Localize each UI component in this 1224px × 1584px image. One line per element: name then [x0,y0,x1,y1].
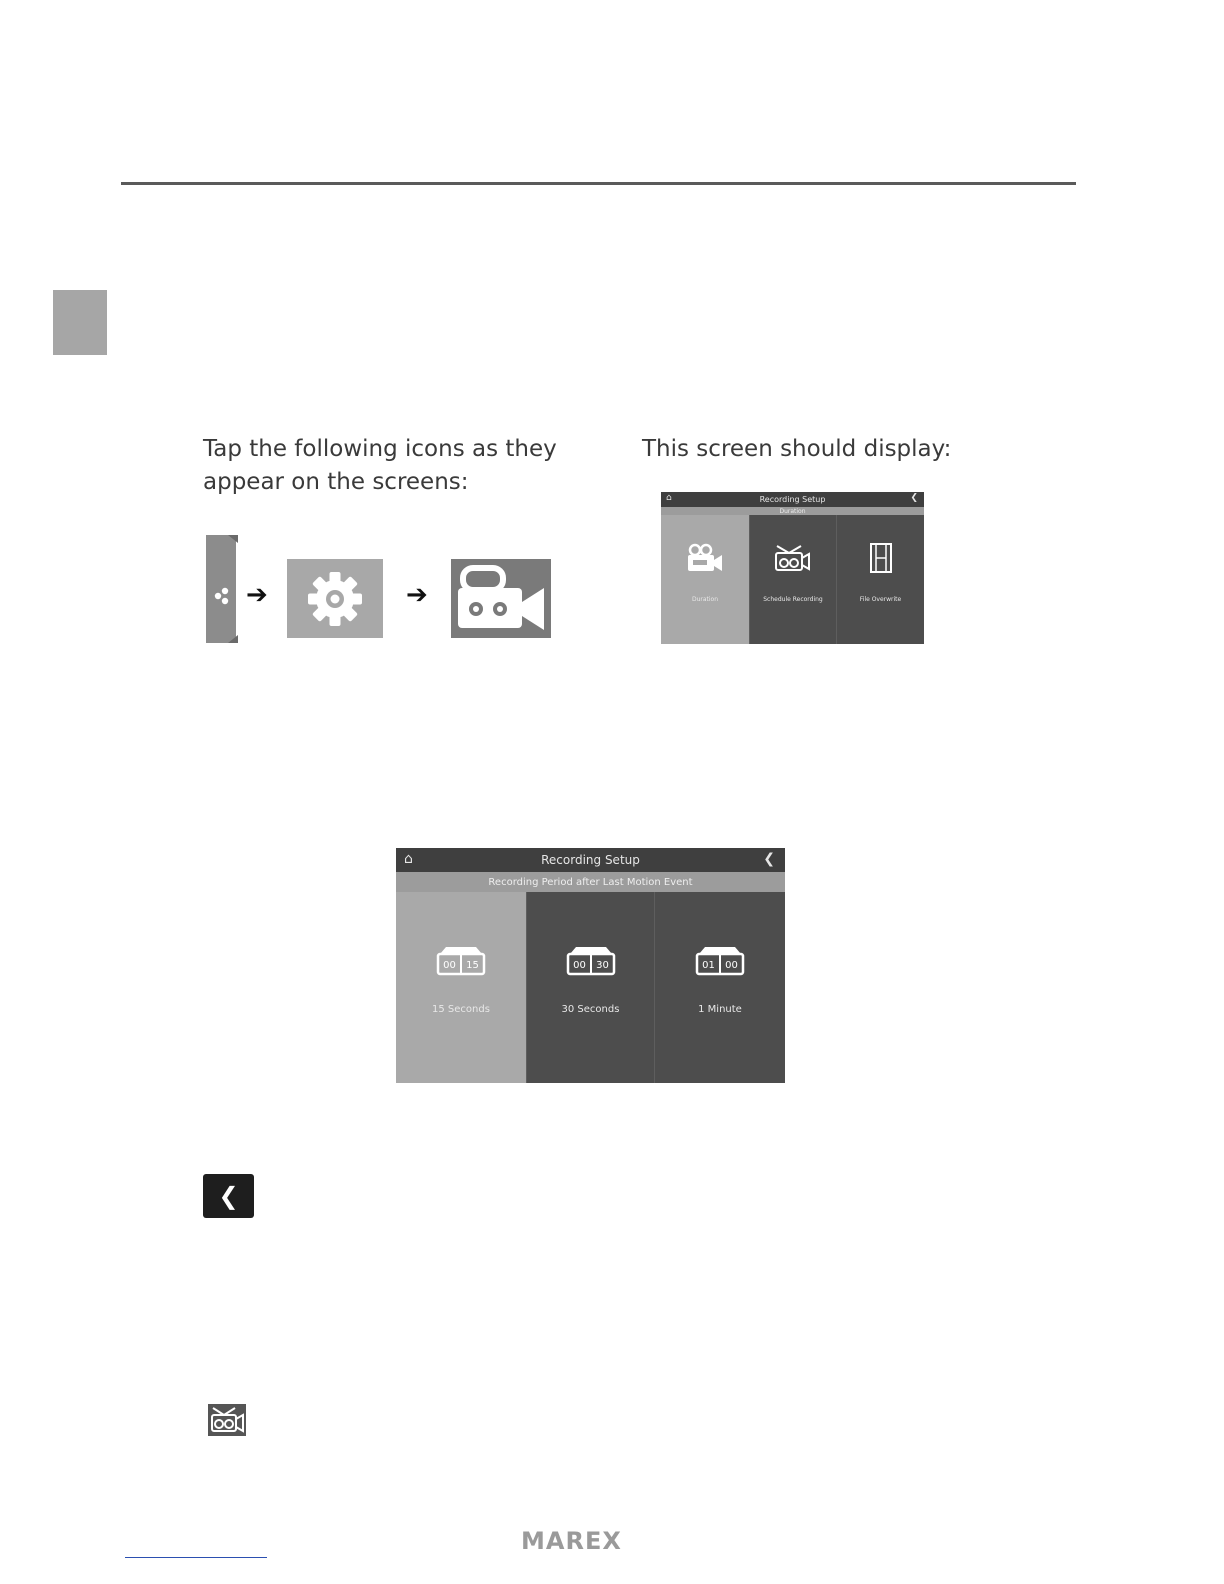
home-icon[interactable]: ⌂ [404,851,413,867]
instruction-heading-line2: appear on the screens: [203,469,469,495]
title-bar [396,848,785,872]
screen-title: Recording Setup [541,853,640,867]
back-icon[interactable]: ❮ [763,851,775,867]
step-arrow-2: ➔ [406,580,428,610]
timer-seconds: 30 [595,960,609,971]
mini-title-bar [661,492,924,507]
timer-minutes: 01 [702,960,715,971]
schedule-camera-icon [208,1404,246,1436]
film-strip-icon [866,542,896,574]
footer-link-rule [125,1557,267,1558]
video-camera-icon [454,564,548,634]
recording-button[interactable] [451,559,551,638]
option-label: 15 Seconds [432,1004,490,1015]
timer-icon [566,944,616,976]
timer-icon [436,944,486,976]
timer-seconds: 00 [725,960,738,971]
mini-tile-label: Schedule Recording [763,596,823,603]
timer-minutes: 00 [572,960,586,971]
side-panel-button[interactable] [206,535,238,643]
mini-subtitle: Duration [779,507,806,515]
display-heading: This screen should display: [642,436,952,462]
option-label: 1 Minute [698,1004,742,1015]
option-15-seconds[interactable] [396,892,526,1083]
schedule-recording-button[interactable] [208,1404,246,1436]
mini-subtitle-bar [661,507,924,515]
screen-subtitle: Recording Period after Last Motion Event [488,876,693,888]
chapter-tab [53,290,107,355]
mini-tile-schedule[interactable] [750,515,836,644]
timer-seconds: 15 [466,960,479,971]
instruction-heading [203,433,557,499]
settings-button[interactable] [287,559,383,638]
option-label: 30 Seconds [561,1004,620,1015]
timer-icon [695,944,745,976]
mini-tile-label: File Overwrite [859,596,902,603]
mini-home-icon[interactable]: ⌂ [666,493,672,503]
schedule-camera-icon [773,543,813,573]
camera-icon [685,543,725,573]
instruction-heading-line1: Tap the following icons as they [203,436,557,462]
brand-logo: MAREX [521,1527,622,1555]
back-button[interactable]: ❮ [203,1174,254,1218]
mini-tile-file-overwrite[interactable] [837,515,924,644]
timer-minutes: 00 [443,960,456,971]
recording-period-screen [396,848,785,1083]
mini-tile-label: Duration [691,596,719,603]
subtitle-bar [396,872,785,892]
mini-tile-duration[interactable] [661,515,749,644]
side-panel-share-icon [206,535,238,643]
mini-recording-setup-screen [661,492,924,644]
step-arrow-1: ➔ [246,580,268,610]
gear-icon [305,569,365,629]
mini-title: Recording Setup [759,495,826,504]
option-30-seconds[interactable] [527,892,654,1083]
mini-back-icon[interactable]: ❮ [910,493,918,503]
header-rule [121,182,1076,185]
option-1-minute[interactable] [655,892,785,1083]
